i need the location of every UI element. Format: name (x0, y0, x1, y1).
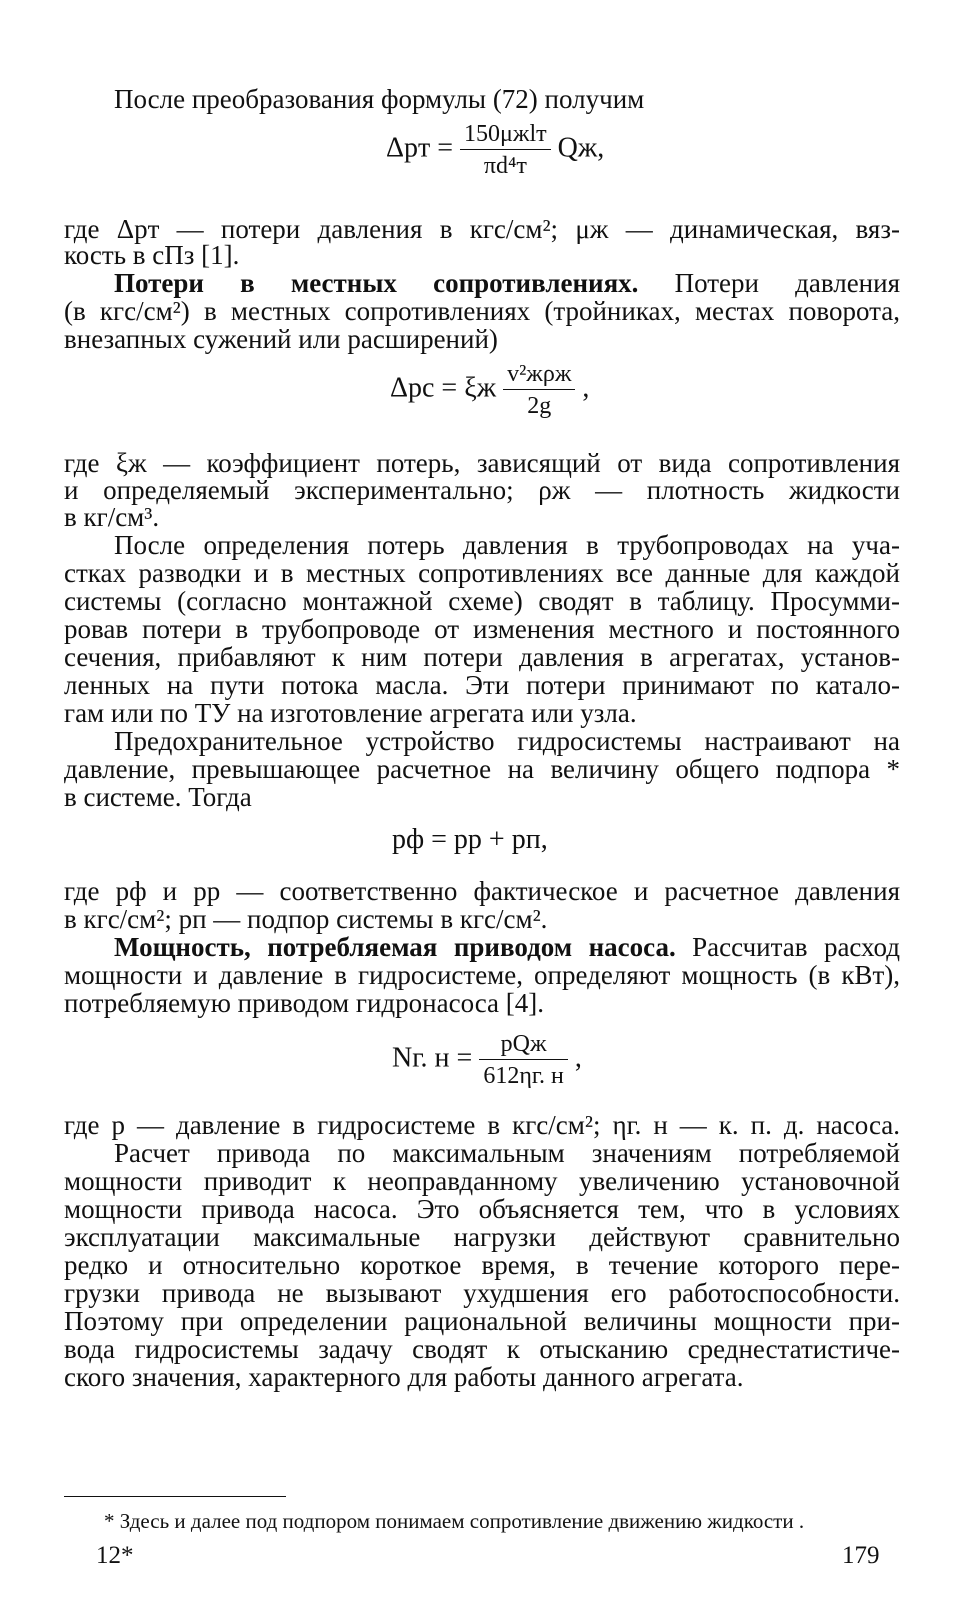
page-number: 179 (842, 1542, 880, 1569)
footnote-divider (64, 1496, 286, 1497)
text-line: в кгс/см²; pп — подпор системы в кгс/см². (64, 904, 548, 934)
text-line: давление, превышающее расчетное на величину общего подпора * (64, 754, 900, 784)
text-line: кость в сПз [1]. (64, 240, 240, 270)
text-line: мощности приводит к неоправданному увеличению установочной (64, 1166, 900, 1196)
text-line: мощности привода насоса. Это объясняется тем, что в условиях (64, 1194, 900, 1224)
text-line: эксплуатации максимальные нагрузки действуют сравнительно (64, 1222, 900, 1252)
formula-lhs: Δpс = ξж (390, 372, 497, 404)
formula-lhs: Δpт = (386, 132, 454, 164)
formula-actual-pressure: pф = pр + pп, (392, 824, 548, 855)
formula-pipe-loss (386, 120, 604, 180)
text-run: Рассчитав расход (675, 932, 900, 962)
formula-fraction (460, 120, 551, 180)
text-run: Потери давления (638, 268, 901, 298)
section-heading-line (114, 932, 900, 962)
formula-tail: , (574, 1042, 582, 1074)
text-line: потребляемую приводом гидронасоса [4]. (64, 988, 545, 1018)
section-heading: Потери в местных сопротивлениях. (114, 268, 639, 298)
fraction-denominator: πd⁴т (483, 153, 527, 179)
text-line: грузки привода не вызывают ухудшения его работоспособности. (64, 1278, 900, 1308)
fraction-denominator: 2g (527, 393, 552, 419)
section-heading-line (114, 268, 900, 298)
text-line: ского значения, характерного для работы данного агрегата. (64, 1362, 744, 1392)
fraction-numerator: pQж (479, 1030, 568, 1060)
formula-lhs: Nг. н = (392, 1042, 473, 1074)
text-line: стках разводки и в местных сопротивлениях все данные для каждой (64, 558, 900, 588)
formula-pump-power (392, 1030, 582, 1090)
text-line: гам или по ТУ на изготовление агрегата или узла. (64, 698, 637, 728)
text-line: (в кгс/см²) в местных сопротивлениях (тройниках, местах поворота, (64, 296, 900, 326)
text-line: вода гидросистемы задачу сводят к отысканию среднестатистиче- (64, 1334, 900, 1364)
text-line: где p — давление в гидросистеме в кгс/см²; ηг. н — к. п. д. насоса. (64, 1110, 900, 1140)
fraction-denominator: 612ηг. н (483, 1063, 564, 1089)
text-line: внезапных сужений или расширений) (64, 324, 498, 354)
text-line: редко и относительно короткое время, в течение которого пере- (64, 1250, 900, 1280)
fraction-numerator: v²жρж (503, 360, 575, 390)
text-line: в кг/см³. (64, 502, 160, 532)
text-line: сечения, прибавляют к ним потери давления в агрегатах, установ- (64, 642, 900, 672)
text-line: где Δpт — потери давления в кгс/см²; μж — динамическая, вяз- (64, 214, 900, 244)
text-line: После преобразования формулы (72) получим (114, 84, 645, 114)
fraction-numerator: 150μжlт (460, 120, 551, 150)
signature-mark: 12* (96, 1542, 134, 1569)
text-line: системы (согласно монтажной схеме) сводят в таблицу. Просумми- (64, 586, 900, 616)
text-line: мощности и давление в гидросистеме, определяют мощность (в кВт), (64, 960, 900, 990)
text-line: и определяемый экспериментально; ρж — плотность жидкости (64, 475, 900, 505)
formula-local-loss (390, 360, 589, 420)
text-line: в системе. Тогда (64, 782, 252, 812)
formula-tail: , (582, 372, 590, 404)
text-line: Поэтому при определении рациональной величины мощности при- (64, 1306, 900, 1336)
text-line: ленных на пути потока масла. Эти потери принимают по катало- (64, 670, 900, 700)
text-line: Расчет привода по максимальным значениям потребляемой (114, 1138, 900, 1168)
text-line: ровав потери в трубопроводе от изменения местного и постоянного (64, 614, 900, 644)
section-heading: Мощность, потребляемая приводом насоса. (114, 932, 676, 962)
text-line: Предохранительное устройство гидросистемы настраивают на (114, 726, 900, 756)
formula-fraction (503, 360, 575, 420)
text-line: После определения потерь давления в трубопроводах на уча- (114, 530, 900, 560)
formula-fraction (479, 1030, 568, 1090)
text-line: где ξж — коэффициент потерь, зависящий от вида сопротивления (64, 448, 900, 478)
text-line: где pф и pр — соответственно фактическое и расчетное давления (64, 876, 900, 906)
formula-tail: Qж, (557, 132, 605, 164)
footnote: * Здесь и далее под подпором понимаем сопротивление движению жидкости . (104, 1509, 805, 1533)
